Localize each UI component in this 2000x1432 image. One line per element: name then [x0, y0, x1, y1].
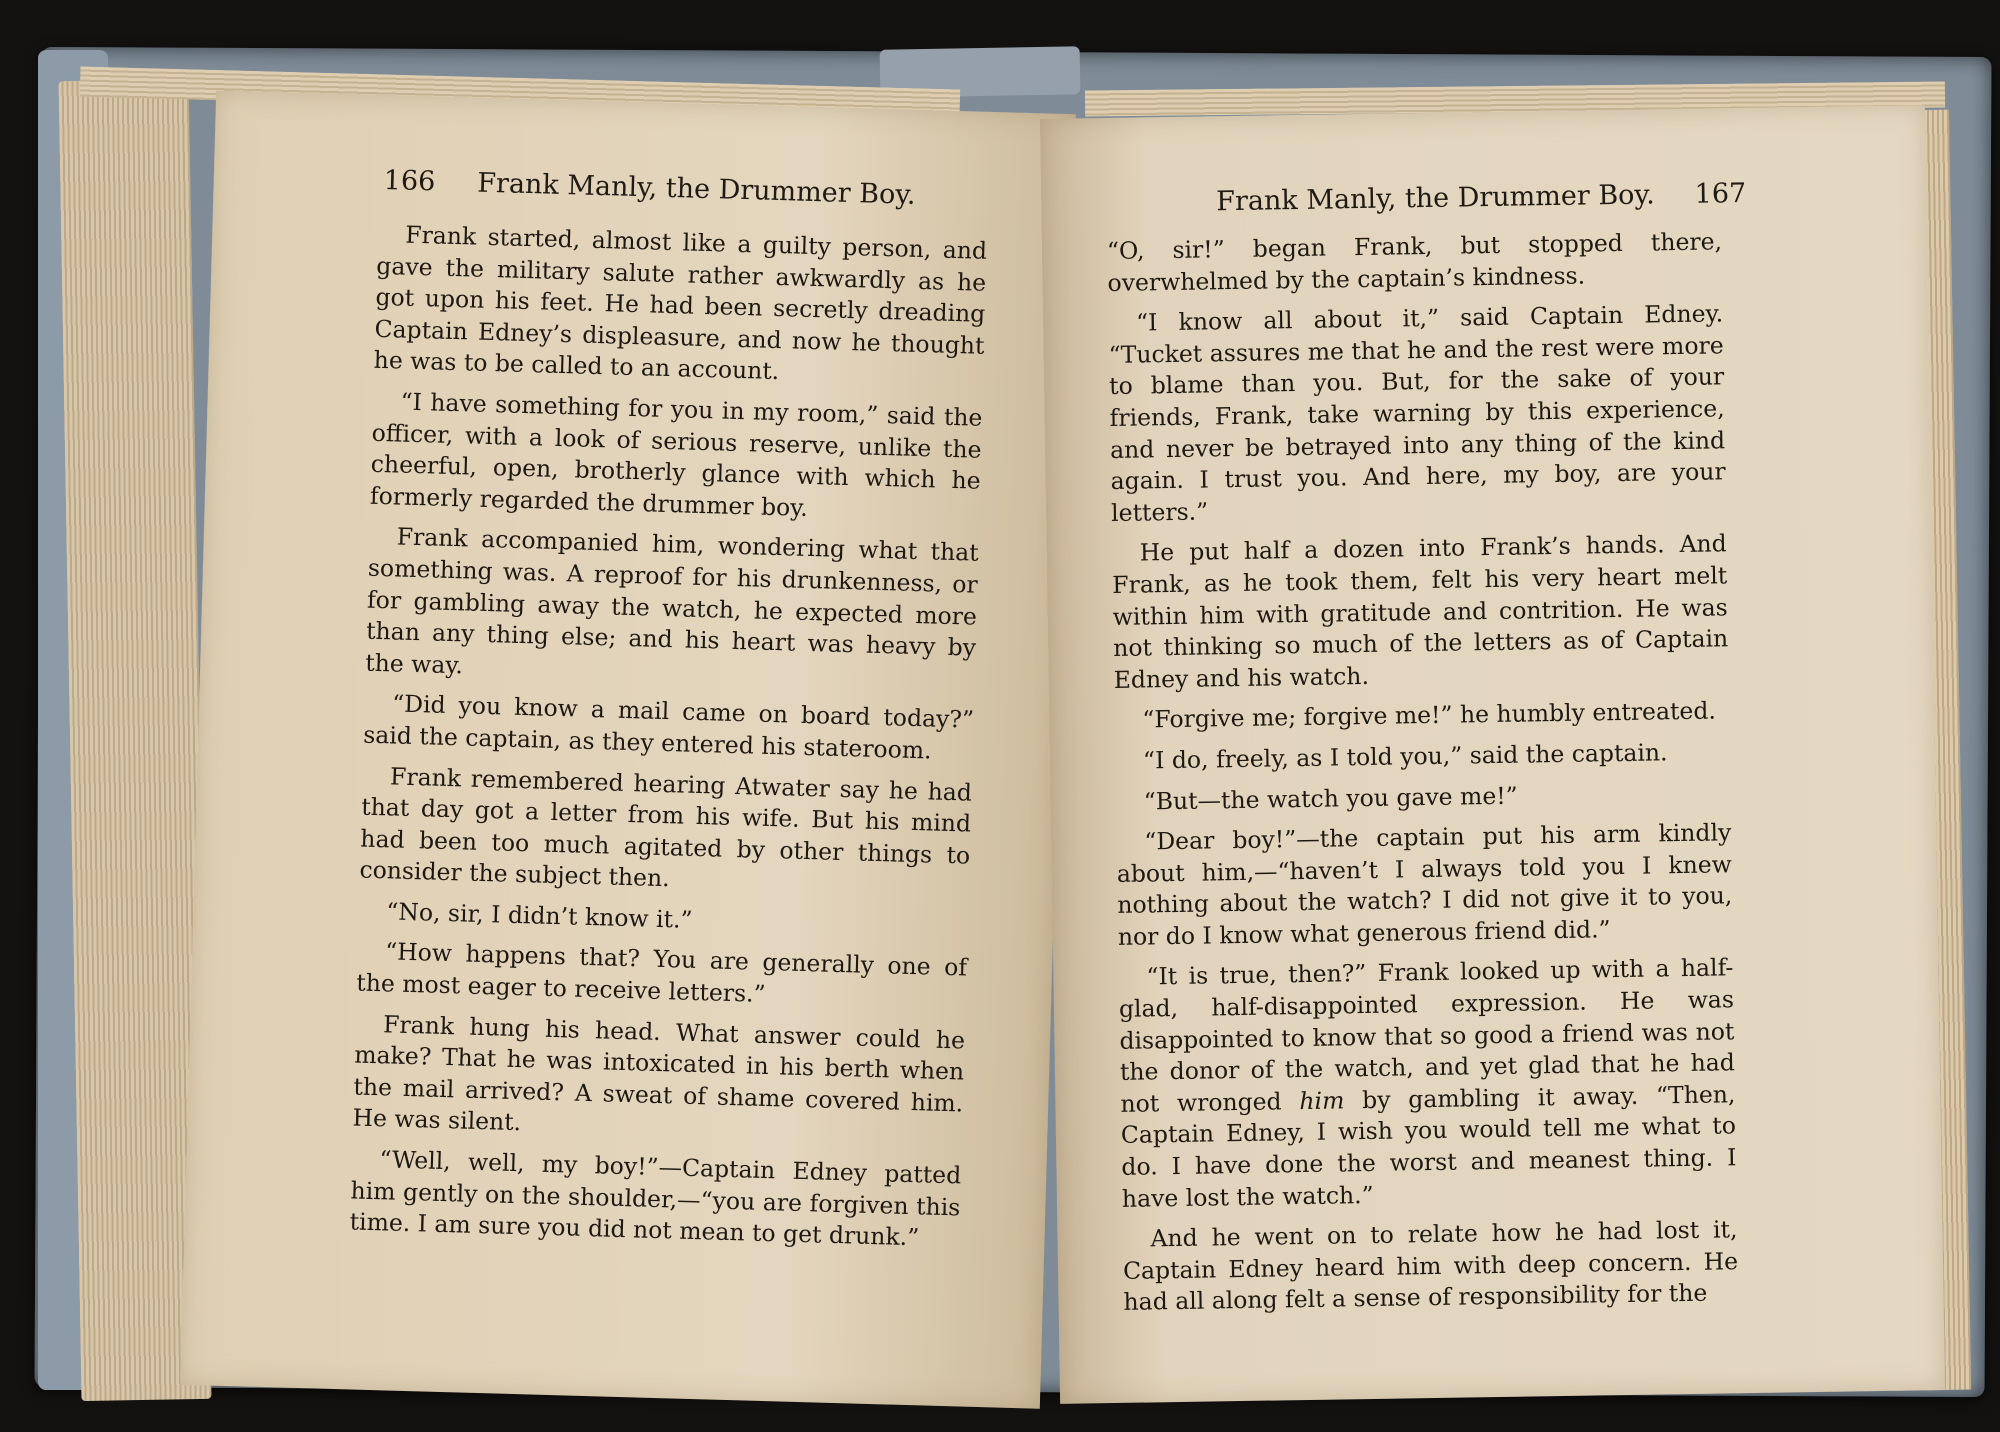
paragraph: “How happens that? You are generally one of the most eager to receive letters.”: [355, 937, 968, 1008]
paragraph: “No, sir, I didn’t know it.”: [386, 897, 693, 934]
right-page: [1040, 105, 1945, 1404]
emphasis: him: [1299, 1086, 1345, 1115]
paragraph: “Dear boy!”—the captain put his arm kindly about him,—“haven’t I always told you I knew nothing about the watch? I did not give it to you, nor do I know what generous friend did.”: [1116, 818, 1733, 951]
right-page-text: [1107, 226, 1739, 1328]
paragraph: He put half a dozen into Frank’s hands. And Frank, as he took them, felt his very heart melt within him with gratitude and contrition. He was not thinking so much of the letters as of Captain Edney and his watch.: [1112, 529, 1729, 694]
paragraph: “Forgive me; forgive me!” he humbly entreated.: [1142, 696, 1717, 734]
paragraph: Frank hung his head. What answer could he make? That he was intoxicated in his berth when the mail arrived? A sweat of shame covered him. He was silent.: [352, 1009, 966, 1137]
running-title: Frank Manly, the Drummer Boy.: [1216, 179, 1655, 218]
paragraph: Frank accompanied him, wondering what that something was. A reproof for his drunkenness, or for gambling away the watch, he expected more than any thing else; and his heart was heavy by the way.: [364, 522, 980, 680]
paragraph: Frank started, almost like a guilty person, and gave the military salute rather awkwardly as he got upon his feet. He had been secretly dreading Captain Edney’s displeasure, and now he thought he was to be called to an account.: [373, 220, 988, 386]
left-page: [180, 90, 1076, 1409]
paragraph: “O, sir!” began Frank, but stopped there, overwhelmed by the captain’s kindness.: [1106, 227, 1723, 297]
paragraph: And he went on to relate how he had lost it, Captain Edney heard him with deep concern. He had all along felt a sense of responsibility for the: [1122, 1215, 1739, 1317]
paragraph: “I do, freely, as I told you,” said the captain.: [1142, 738, 1668, 775]
paragraph: “I have something for you in my room,” said the officer, with a look of serious reserve, unlike the cheerful, open, brotherly glance with which he formerly regarded the drummer boy.: [369, 387, 983, 522]
right-page-header: [1216, 178, 1746, 217]
paragraph: “Well, well, my boy!”—Captain Edney patted him gently on the shoulder,—“you are forgiven this time. I am sure you did not mean to get drunk.”: [349, 1145, 962, 1252]
paragraph: “I know all about it,” said Captain Edney. “Tucket assures me that he and the rest were more to blame than you. But, for the sake of your friends, Frank, take warning by this experience, and never be betrayed into any thing of the kind again. I trust you. And here, my boy, are your letters.”: [1108, 299, 1726, 527]
paragraph: “It is true, then?” Frank looked up with a half-glad, half-disappointed expression. He was disappointed to know that so good a friend was not the donor of the watch, and yet glad that he had not wronged him by gambling it away. “Then, Captain Edney, I wish you would tell me what to do. I have done the worst and meanest thing. I have lost the watch.”: [1118, 953, 1737, 1213]
page-number: 166: [383, 164, 436, 198]
paragraph: “Did you know a mail came on board today?” said the captain, as they entered his stateroom.: [362, 689, 975, 765]
left-page-text: [349, 219, 987, 1264]
running-title: Frank Manly, the Drummer Boy.: [476, 167, 917, 211]
left-page-header: [383, 165, 916, 211]
page-number: 167: [1694, 177, 1747, 210]
paragraph: Frank remembered hearing Atwater say he had that day got a letter from his wife. But his mind had been too much agitated by other things to consider the subject then.: [359, 761, 973, 893]
paragraph: “But—the watch you gave me!”: [1143, 781, 1518, 815]
